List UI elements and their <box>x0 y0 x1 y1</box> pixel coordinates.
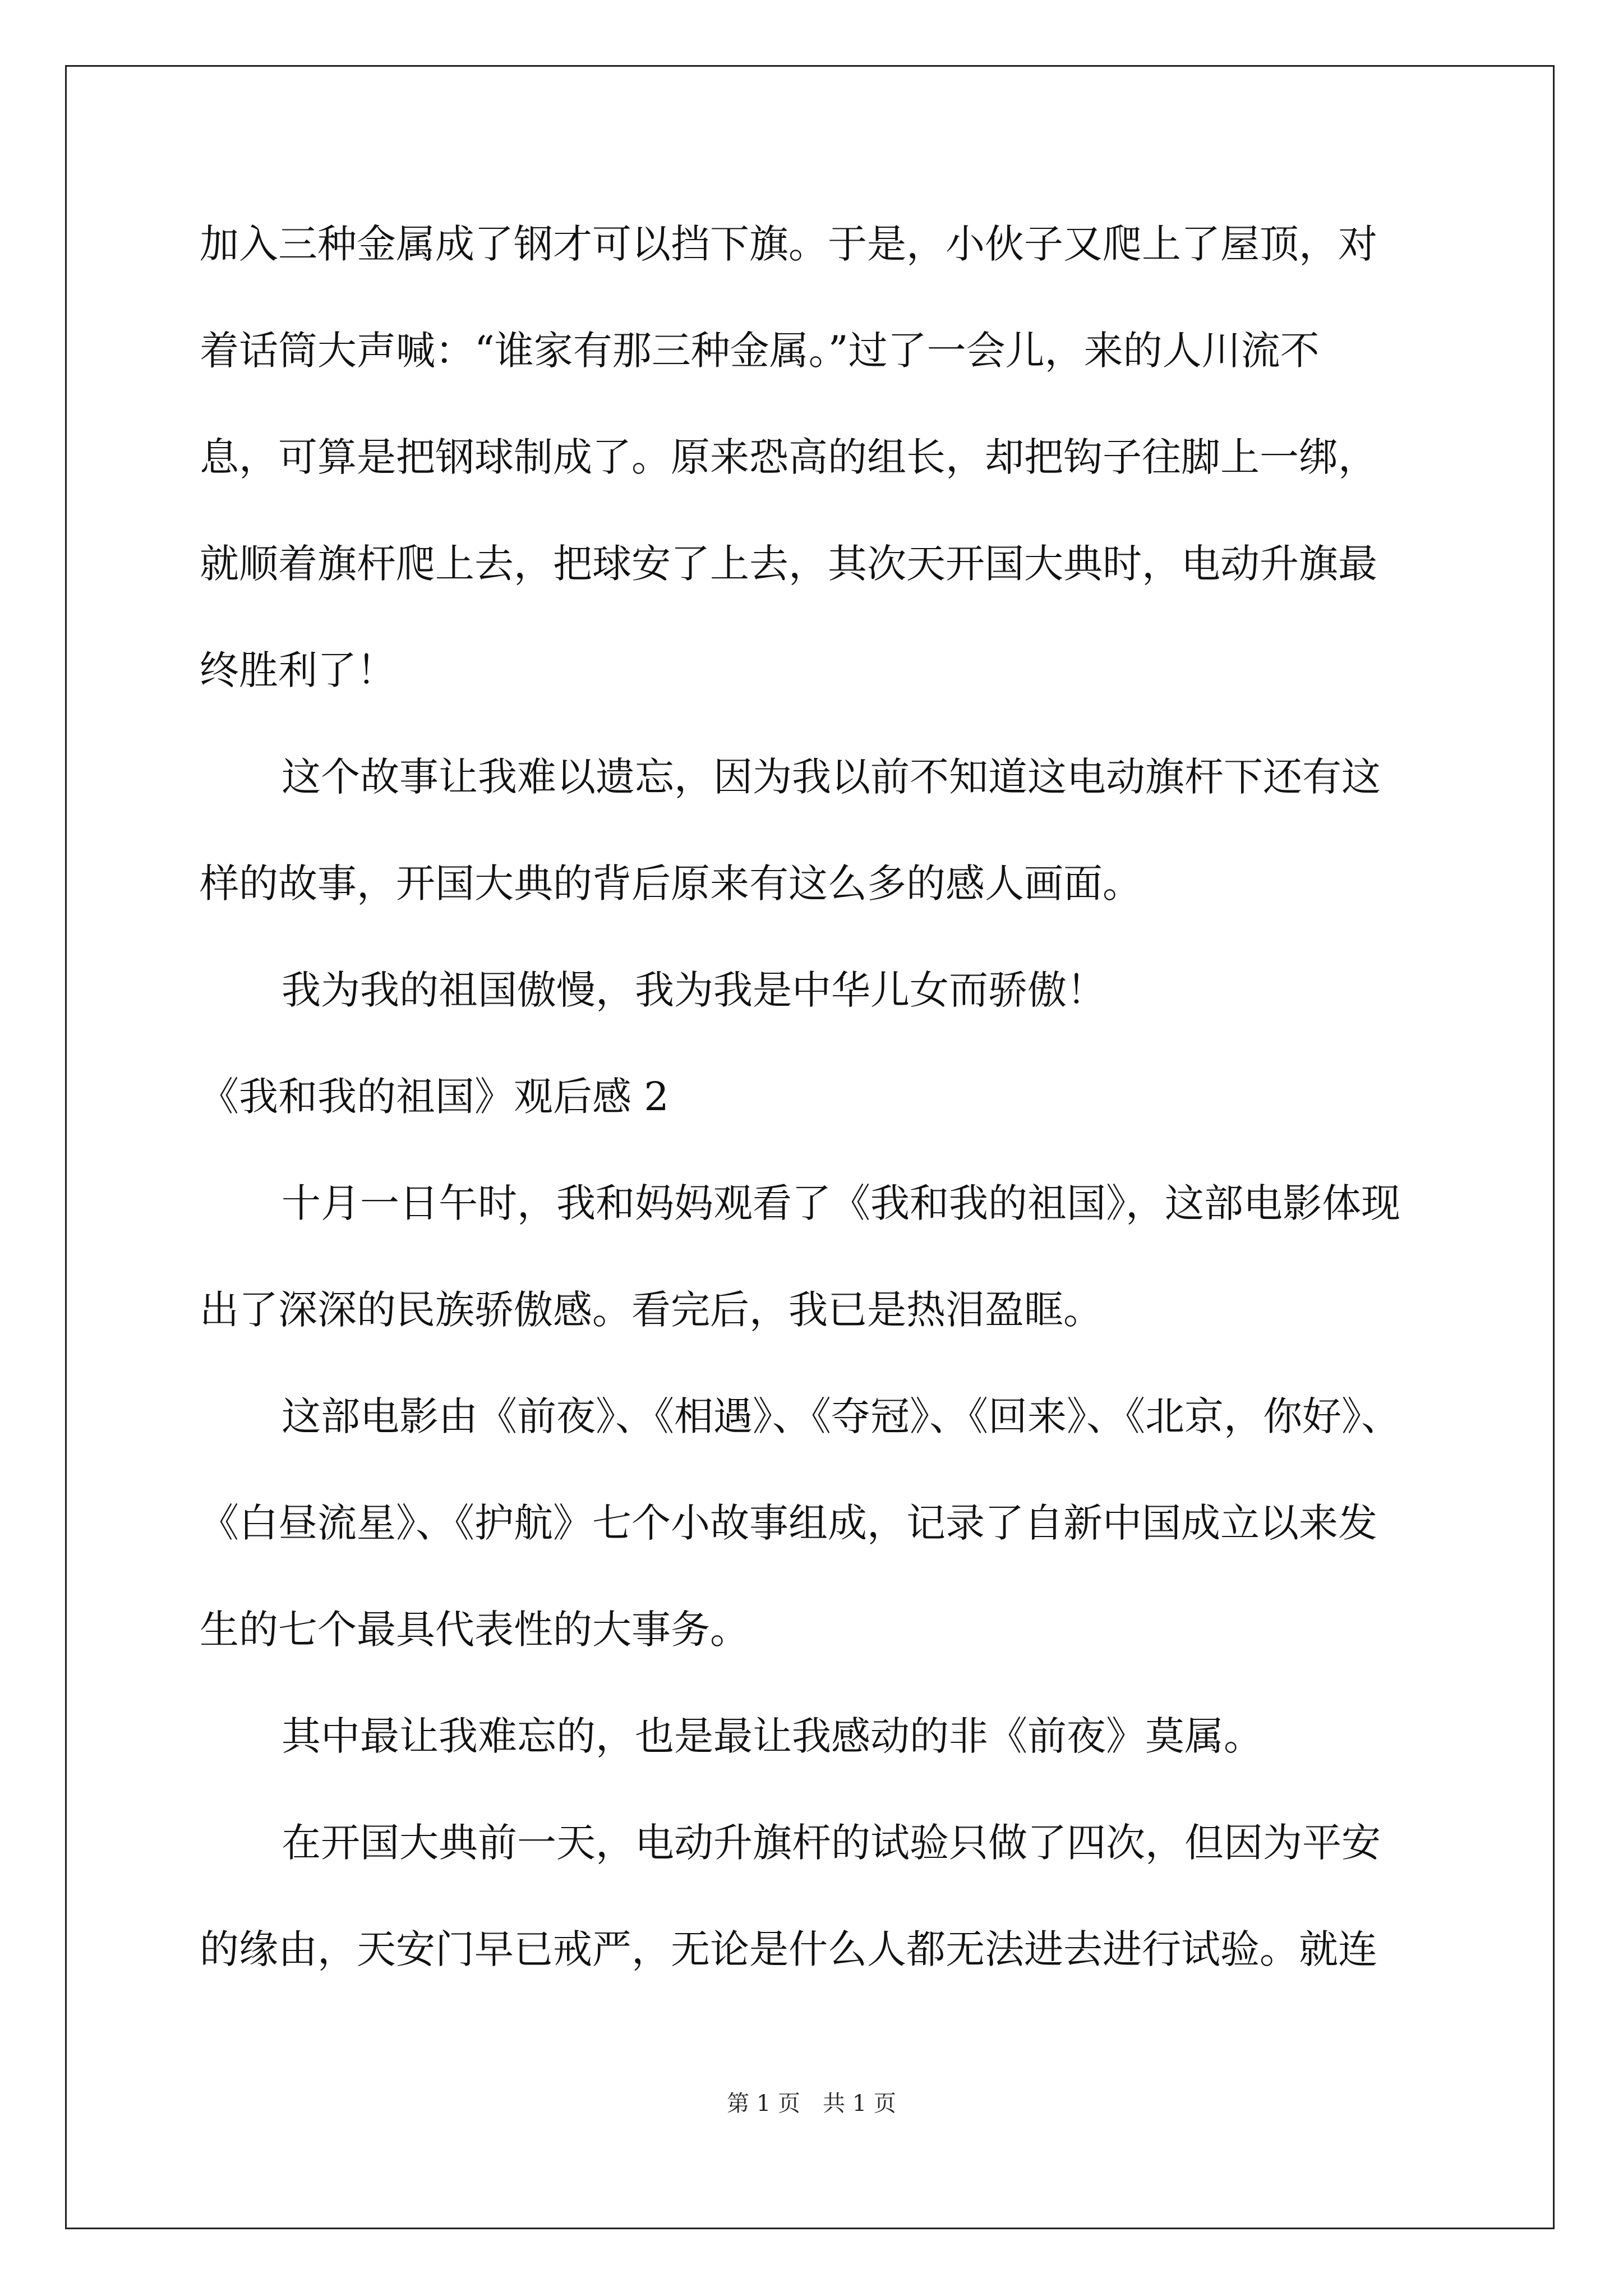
paragraph-first-line: 十月一日午时，我和妈妈观看了《我和我的祖国》，这部电影体现 <box>282 1180 1400 1226</box>
text-line: 《白昼流星》、《护航》七个小故事组成，记录了自新中国成立以来发 <box>200 1500 1377 1546</box>
paragraph-first-line: 这个故事让我难以遗忘，因为我以前不知道这电动旗杆下还有这 <box>282 754 1381 800</box>
text-line: 息，可算是把钢球制成了。原来恐高的组长，却把钩子往脚上一绑， <box>200 434 1377 480</box>
text-line: 终胜利了！ <box>200 647 396 693</box>
text-line: 样的故事，开国大典的背后原来有这么多的感人画面。 <box>200 861 1142 907</box>
page-total: 共 1 页 <box>823 2091 896 2116</box>
page-number: 第 1 页 <box>727 2091 800 2116</box>
text-line: 生的七个最具代表性的大事务。 <box>200 1607 749 1653</box>
paragraph-first-line: 我为我的祖国傲慢，我为我是中华儿女而骄傲！ <box>282 967 1106 1013</box>
paragraph-first-line: 其中最让我难忘的，也是最让我感动的非《前夜》莫属。 <box>282 1713 1263 1759</box>
document-body <box>200 191 1428 2003</box>
paragraph-first-line: 在开国大典前一天，电动升旗杆的试验只做了四次，但因为平安 <box>282 1820 1381 1866</box>
paragraph-first-line: 这部电影由《前夜》、《相遇》、《夺冠》、《回来》、《北京，你好》、 <box>282 1393 1400 1439</box>
text-line: 着话筒大声喊：“谁家有那三种金属。”过了一会儿，来的人川流不 <box>200 328 1320 374</box>
page-footer <box>0 2087 1623 2120</box>
text-line: 加入三种金属成了钢才可以挡下旗。于是，小伙子又爬上了屋顶，对 <box>200 221 1377 267</box>
text-line: 就顺着旗杆爬上去，把球安了上去，其次天开国大典时，电动升旗最 <box>200 541 1377 587</box>
text-line: 的缘由，天安门早已戒严，无论是什么人都无法进去进行试验。就连 <box>200 1926 1377 1972</box>
text-line: 出了深深的民族骄傲感。看完后，我已是热泪盈眶。 <box>200 1287 1103 1333</box>
section-heading: 《我和我的祖国》观后感 2 <box>200 1074 669 1120</box>
